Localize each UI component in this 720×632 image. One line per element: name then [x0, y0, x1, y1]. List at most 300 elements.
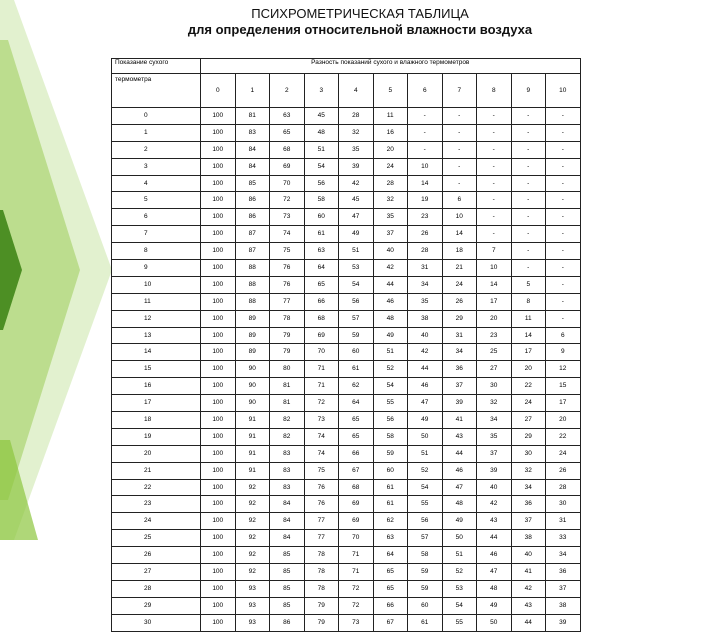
- humidity-cell: 75: [270, 243, 305, 260]
- humidity-cell: 59: [408, 580, 443, 597]
- humidity-cell: 50: [408, 428, 443, 445]
- humidity-cell: 71: [339, 564, 374, 581]
- humidity-cell: 52: [408, 462, 443, 479]
- humidity-cell: 78: [304, 580, 339, 597]
- humidity-cell: 82: [270, 412, 305, 429]
- humidity-cell: 60: [339, 344, 374, 361]
- humidity-cell: 41: [442, 412, 477, 429]
- humidity-cell: 50: [442, 530, 477, 547]
- humidity-cell: -: [511, 158, 546, 175]
- humidity-cell: 76: [304, 496, 339, 513]
- humidity-cell: 51: [304, 141, 339, 158]
- humidity-cell: 63: [270, 108, 305, 125]
- humidity-cell: 16: [373, 124, 408, 141]
- humidity-cell: 22: [511, 378, 546, 395]
- humidity-cell: 100: [201, 378, 236, 395]
- column-header: 3: [304, 74, 339, 108]
- humidity-cell: 28: [373, 175, 408, 192]
- humidity-cell: 86: [235, 192, 270, 209]
- humidity-cell: 39: [339, 158, 374, 175]
- humidity-cell: 61: [373, 496, 408, 513]
- humidity-cell: 91: [235, 428, 270, 445]
- humidity-cell: 47: [442, 479, 477, 496]
- humidity-cell: 24: [442, 276, 477, 293]
- decorative-green-arrows: [0, 0, 112, 540]
- humidity-cell: 49: [408, 412, 443, 429]
- table-row: [112, 564, 581, 581]
- humidity-cell: 51: [408, 445, 443, 462]
- humidity-cell: 93: [235, 597, 270, 614]
- humidity-cell: 69: [339, 513, 374, 530]
- humidity-cell: 100: [201, 344, 236, 361]
- humidity-cell: 53: [442, 580, 477, 597]
- page-title: ПСИХРОМЕТРИЧЕСКАЯ ТАБЛИЦА: [251, 6, 469, 21]
- dry-temperature-cell: 9: [112, 260, 201, 277]
- humidity-cell: 21: [442, 260, 477, 277]
- humidity-cell: 85: [235, 175, 270, 192]
- humidity-cell: 52: [442, 564, 477, 581]
- humidity-cell: 32: [511, 462, 546, 479]
- humidity-cell: 86: [270, 614, 305, 631]
- humidity-cell: 80: [270, 361, 305, 378]
- humidity-cell: 84: [270, 530, 305, 547]
- humidity-cell: 30: [511, 445, 546, 462]
- humidity-cell: 11: [373, 108, 408, 125]
- humidity-cell: 39: [546, 614, 581, 631]
- humidity-cell: 10: [408, 158, 443, 175]
- humidity-cell: 81: [270, 378, 305, 395]
- humidity-cell: 55: [408, 496, 443, 513]
- column-header: 2: [270, 74, 305, 108]
- humidity-cell: -: [477, 209, 512, 226]
- humidity-cell: 77: [304, 513, 339, 530]
- table-row: [112, 158, 581, 175]
- humidity-cell: -: [546, 175, 581, 192]
- humidity-cell: 29: [511, 428, 546, 445]
- page-subtitle: для определения относительной влажности воздуха: [187, 22, 533, 37]
- column-header: 9: [511, 74, 546, 108]
- humidity-cell: 27: [477, 361, 512, 378]
- humidity-cell: -: [546, 158, 581, 175]
- table-row: [112, 108, 581, 125]
- humidity-cell: 87: [235, 226, 270, 243]
- humidity-cell: 88: [235, 276, 270, 293]
- humidity-cell: 83: [270, 479, 305, 496]
- humidity-cell: 100: [201, 513, 236, 530]
- humidity-cell: 38: [546, 597, 581, 614]
- humidity-cell: 46: [373, 293, 408, 310]
- humidity-cell: 58: [408, 547, 443, 564]
- humidity-cell: 9: [546, 344, 581, 361]
- humidity-cell: 36: [442, 361, 477, 378]
- humidity-cell: 65: [304, 276, 339, 293]
- humidity-cell: 74: [270, 226, 305, 243]
- humidity-cell: 71: [304, 378, 339, 395]
- humidity-cell: 54: [339, 276, 374, 293]
- humidity-cell: 100: [201, 428, 236, 445]
- column-header: 8: [477, 74, 512, 108]
- humidity-cell: 14: [477, 276, 512, 293]
- table-row: [112, 445, 581, 462]
- dry-thermometer-header-top: Показание сухого: [112, 59, 201, 74]
- humidity-cell: 70: [304, 344, 339, 361]
- humidity-cell: 15: [546, 378, 581, 395]
- humidity-cell: 17: [546, 395, 581, 412]
- humidity-cell: 26: [442, 293, 477, 310]
- humidity-cell: 63: [304, 243, 339, 260]
- humidity-cell: 28: [339, 108, 374, 125]
- humidity-cell: 100: [201, 547, 236, 564]
- humidity-cell: 34: [511, 479, 546, 496]
- humidity-cell: 48: [442, 496, 477, 513]
- humidity-cell: 79: [270, 344, 305, 361]
- table-row: [112, 293, 581, 310]
- humidity-cell: 36: [511, 496, 546, 513]
- humidity-cell: 34: [408, 276, 443, 293]
- humidity-cell: 20: [511, 361, 546, 378]
- humidity-cell: -: [546, 310, 581, 327]
- humidity-cell: 58: [373, 428, 408, 445]
- humidity-cell: -: [546, 192, 581, 209]
- humidity-cell: 38: [408, 310, 443, 327]
- humidity-cell: 51: [442, 547, 477, 564]
- humidity-cell: 37: [442, 378, 477, 395]
- humidity-cell: 83: [270, 445, 305, 462]
- table-row: [112, 175, 581, 192]
- humidity-cell: 76: [270, 260, 305, 277]
- humidity-cell: 91: [235, 412, 270, 429]
- humidity-cell: 76: [270, 276, 305, 293]
- table-row: [112, 580, 581, 597]
- humidity-cell: 30: [546, 496, 581, 513]
- humidity-cell: 41: [511, 564, 546, 581]
- humidity-cell: 12: [546, 361, 581, 378]
- dry-temperature-cell: 28: [112, 580, 201, 597]
- humidity-cell: 42: [408, 344, 443, 361]
- humidity-cell: 54: [442, 597, 477, 614]
- humidity-cell: 48: [304, 124, 339, 141]
- humidity-cell: 43: [442, 428, 477, 445]
- humidity-cell: 17: [477, 293, 512, 310]
- humidity-cell: 77: [304, 530, 339, 547]
- humidity-cell: 55: [442, 614, 477, 631]
- humidity-cell: 68: [339, 479, 374, 496]
- humidity-cell: 92: [235, 513, 270, 530]
- humidity-cell: 100: [201, 462, 236, 479]
- humidity-cell: 31: [408, 260, 443, 277]
- table-row: [112, 530, 581, 547]
- humidity-cell: 56: [304, 175, 339, 192]
- table-row: [112, 226, 581, 243]
- humidity-cell: 81: [270, 395, 305, 412]
- humidity-cell: 64: [304, 260, 339, 277]
- humidity-cell: -: [511, 260, 546, 277]
- humidity-cell: 70: [270, 175, 305, 192]
- humidity-cell: 100: [201, 226, 236, 243]
- humidity-cell: 62: [373, 513, 408, 530]
- humidity-cell: 8: [511, 293, 546, 310]
- humidity-cell: -: [546, 276, 581, 293]
- humidity-cell: -: [408, 141, 443, 158]
- humidity-cell: 100: [201, 580, 236, 597]
- column-header: 10: [546, 74, 581, 108]
- humidity-cell: 33: [546, 530, 581, 547]
- humidity-cell: 92: [235, 547, 270, 564]
- humidity-cell: 91: [235, 445, 270, 462]
- humidity-cell: 69: [339, 496, 374, 513]
- column-header: 1: [235, 74, 270, 108]
- humidity-cell: -: [511, 124, 546, 141]
- humidity-cell: 48: [373, 310, 408, 327]
- humidity-cell: 72: [270, 192, 305, 209]
- header-row-top: [112, 59, 581, 74]
- humidity-cell: 86: [235, 209, 270, 226]
- humidity-cell: -: [477, 226, 512, 243]
- dry-temperature-cell: 26: [112, 547, 201, 564]
- column-header: 5: [373, 74, 408, 108]
- dry-temperature-cell: 0: [112, 108, 201, 125]
- dry-temperature-cell: 11: [112, 293, 201, 310]
- humidity-cell: 54: [304, 158, 339, 175]
- humidity-cell: 46: [408, 378, 443, 395]
- humidity-cell: 76: [304, 479, 339, 496]
- humidity-cell: 100: [201, 243, 236, 260]
- humidity-cell: 35: [339, 141, 374, 158]
- humidity-cell: 75: [304, 462, 339, 479]
- humidity-cell: -: [442, 108, 477, 125]
- humidity-cell: 52: [373, 361, 408, 378]
- humidity-cell: 37: [546, 580, 581, 597]
- humidity-cell: 42: [511, 580, 546, 597]
- humidity-cell: 59: [339, 327, 374, 344]
- humidity-cell: 83: [270, 462, 305, 479]
- humidity-cell: 37: [477, 445, 512, 462]
- column-header-row: [112, 74, 581, 108]
- dry-temperature-cell: 25: [112, 530, 201, 547]
- humidity-cell: 25: [477, 344, 512, 361]
- dry-temperature-cell: 15: [112, 361, 201, 378]
- humidity-cell: 92: [235, 530, 270, 547]
- humidity-cell: 45: [304, 108, 339, 125]
- humidity-cell: -: [511, 108, 546, 125]
- humidity-cell: -: [546, 243, 581, 260]
- humidity-cell: 66: [339, 445, 374, 462]
- humidity-cell: 61: [408, 614, 443, 631]
- table-row: [112, 547, 581, 564]
- humidity-cell: -: [408, 124, 443, 141]
- humidity-cell: 100: [201, 614, 236, 631]
- dry-temperature-cell: 30: [112, 614, 201, 631]
- dry-temperature-cell: 18: [112, 412, 201, 429]
- humidity-cell: 90: [235, 395, 270, 412]
- humidity-cell: 72: [339, 580, 374, 597]
- humidity-cell: 90: [235, 378, 270, 395]
- humidity-cell: 89: [235, 310, 270, 327]
- humidity-cell: 100: [201, 479, 236, 496]
- humidity-cell: 54: [408, 479, 443, 496]
- humidity-cell: 100: [201, 124, 236, 141]
- humidity-cell: 34: [477, 412, 512, 429]
- dry-temperature-cell: 24: [112, 513, 201, 530]
- humidity-cell: 40: [408, 327, 443, 344]
- humidity-cell: -: [408, 108, 443, 125]
- dry-temperature-cell: 22: [112, 479, 201, 496]
- humidity-cell: 100: [201, 412, 236, 429]
- dry-temperature-cell: 5: [112, 192, 201, 209]
- humidity-cell: 23: [477, 327, 512, 344]
- humidity-cell: 56: [373, 412, 408, 429]
- humidity-cell: 26: [408, 226, 443, 243]
- table-row: [112, 513, 581, 530]
- humidity-cell: 49: [339, 226, 374, 243]
- dry-temperature-cell: 6: [112, 209, 201, 226]
- humidity-cell: 100: [201, 496, 236, 513]
- humidity-cell: 44: [442, 445, 477, 462]
- humidity-cell: 60: [408, 597, 443, 614]
- table-row: [112, 276, 581, 293]
- humidity-cell: 88: [235, 260, 270, 277]
- humidity-cell: 68: [270, 141, 305, 158]
- humidity-cell: -: [442, 141, 477, 158]
- humidity-cell: 84: [235, 158, 270, 175]
- humidity-cell: 34: [546, 547, 581, 564]
- humidity-cell: 92: [235, 479, 270, 496]
- dry-temperature-cell: 20: [112, 445, 201, 462]
- humidity-cell: 29: [442, 310, 477, 327]
- humidity-cell: 61: [339, 361, 374, 378]
- humidity-cell: 57: [339, 310, 374, 327]
- humidity-cell: 93: [235, 614, 270, 631]
- humidity-cell: 71: [304, 361, 339, 378]
- humidity-cell: 39: [477, 462, 512, 479]
- humidity-cell: 70: [339, 530, 374, 547]
- humidity-cell: 28: [408, 243, 443, 260]
- humidity-cell: 81: [235, 108, 270, 125]
- table-row: [112, 141, 581, 158]
- humidity-cell: 14: [511, 327, 546, 344]
- humidity-cell: 56: [408, 513, 443, 530]
- humidity-cell: 31: [546, 513, 581, 530]
- humidity-cell: 72: [304, 395, 339, 412]
- humidity-cell: 100: [201, 530, 236, 547]
- humidity-cell: 100: [201, 108, 236, 125]
- humidity-cell: -: [511, 141, 546, 158]
- humidity-cell: -: [477, 158, 512, 175]
- humidity-cell: 20: [373, 141, 408, 158]
- humidity-cell: 60: [373, 462, 408, 479]
- table-row: [112, 124, 581, 141]
- table-row: [112, 462, 581, 479]
- humidity-cell: 85: [270, 547, 305, 564]
- dry-temperature-cell: 23: [112, 496, 201, 513]
- humidity-cell: 43: [511, 597, 546, 614]
- humidity-cell: 37: [511, 513, 546, 530]
- humidity-cell: 78: [304, 564, 339, 581]
- humidity-cell: -: [442, 124, 477, 141]
- humidity-cell: 84: [235, 141, 270, 158]
- humidity-cell: 93: [235, 580, 270, 597]
- humidity-cell: 73: [304, 412, 339, 429]
- humidity-cell: 19: [408, 192, 443, 209]
- humidity-cell: 100: [201, 158, 236, 175]
- humidity-cell: 88: [235, 293, 270, 310]
- humidity-cell: 74: [304, 428, 339, 445]
- humidity-cell: 64: [339, 395, 374, 412]
- humidity-cell: 45: [339, 192, 374, 209]
- humidity-cell: 31: [442, 327, 477, 344]
- humidity-cell: 77: [270, 293, 305, 310]
- humidity-cell: 100: [201, 361, 236, 378]
- humidity-cell: 74: [304, 445, 339, 462]
- humidity-cell: 51: [373, 344, 408, 361]
- dry-temperature-cell: 27: [112, 564, 201, 581]
- humidity-cell: 39: [442, 395, 477, 412]
- humidity-cell: 85: [270, 597, 305, 614]
- humidity-cell: 35: [477, 428, 512, 445]
- table-row: [112, 260, 581, 277]
- humidity-cell: -: [546, 260, 581, 277]
- humidity-cell: 24: [511, 395, 546, 412]
- humidity-cell: 100: [201, 310, 236, 327]
- humidity-cell: 79: [304, 597, 339, 614]
- humidity-cell: 92: [235, 564, 270, 581]
- humidity-cell: 32: [373, 192, 408, 209]
- humidity-cell: -: [511, 192, 546, 209]
- humidity-cell: 65: [339, 428, 374, 445]
- humidity-cell: 64: [373, 547, 408, 564]
- humidity-cell: 100: [201, 175, 236, 192]
- humidity-cell: 69: [270, 158, 305, 175]
- humidity-cell: -: [477, 124, 512, 141]
- dry-temperature-cell: 16: [112, 378, 201, 395]
- humidity-cell: 34: [442, 344, 477, 361]
- humidity-cell: 10: [442, 209, 477, 226]
- humidity-cell: 17: [511, 344, 546, 361]
- humidity-cell: 11: [511, 310, 546, 327]
- humidity-cell: 65: [270, 124, 305, 141]
- humidity-cell: 61: [373, 479, 408, 496]
- humidity-cell: 44: [511, 614, 546, 631]
- humidity-cell: 49: [477, 597, 512, 614]
- humidity-cell: 73: [339, 614, 374, 631]
- humidity-cell: -: [546, 209, 581, 226]
- humidity-cell: 56: [339, 293, 374, 310]
- table-row: [112, 243, 581, 260]
- table-row: [112, 344, 581, 361]
- dry-temperature-cell: 14: [112, 344, 201, 361]
- humidity-cell: 60: [304, 209, 339, 226]
- humidity-cell: 26: [546, 462, 581, 479]
- humidity-cell: 50: [477, 614, 512, 631]
- humidity-cell: -: [477, 141, 512, 158]
- humidity-cell: 49: [442, 513, 477, 530]
- dry-temperature-cell: 4: [112, 175, 201, 192]
- humidity-cell: 73: [270, 209, 305, 226]
- humidity-cell: -: [546, 293, 581, 310]
- humidity-cell: 44: [477, 530, 512, 547]
- humidity-cell: 67: [339, 462, 374, 479]
- humidity-cell: 47: [339, 209, 374, 226]
- humidity-cell: 37: [373, 226, 408, 243]
- humidity-cell: -: [511, 243, 546, 260]
- humidity-cell: 67: [373, 614, 408, 631]
- humidity-cell: 63: [373, 530, 408, 547]
- humidity-cell: 51: [339, 243, 374, 260]
- humidity-cell: 100: [201, 209, 236, 226]
- humidity-cell: 83: [235, 124, 270, 141]
- humidity-cell: 65: [373, 564, 408, 581]
- humidity-cell: -: [477, 108, 512, 125]
